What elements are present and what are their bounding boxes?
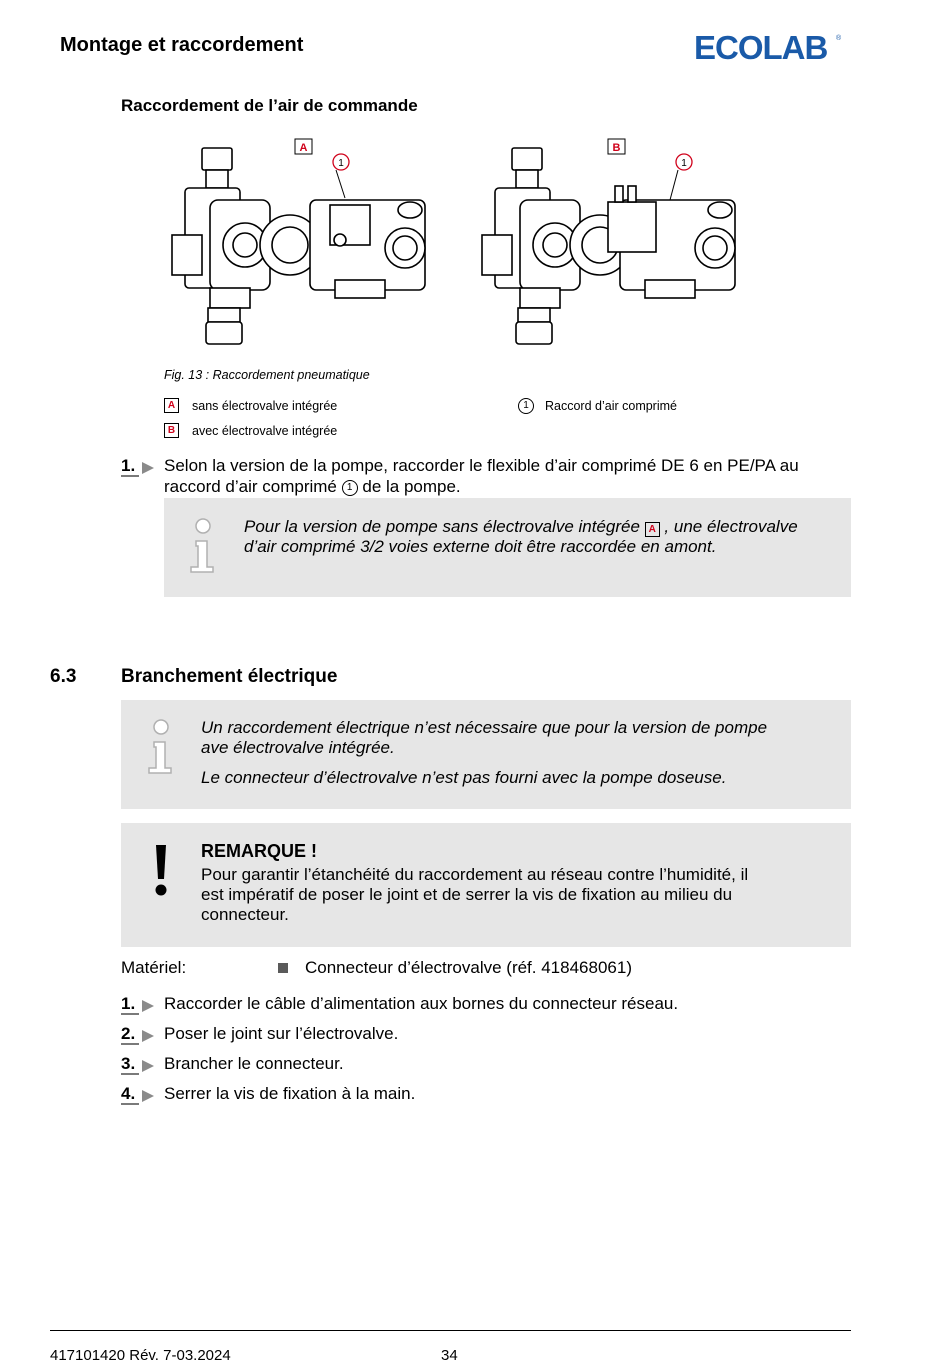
figure-tag-b: B — [612, 142, 621, 154]
footer-divider — [50, 1330, 851, 1331]
legend-circle-1: 1 — [518, 398, 534, 414]
step-number: 3. — [121, 1054, 139, 1075]
step-line-1: Selon la version de la pompe, raccorder le flexible d’air comprimé DE 6 en PE/PA au — [164, 456, 799, 475]
info-line-2: ave électrovalve intégrée. — [201, 738, 395, 757]
footer-doc-ref: 417101420 Rév. 7-03.2024 — [50, 1347, 231, 1364]
info-line-1: Un raccordement électrique n’est nécessaire que pour la version de pompe — [201, 718, 768, 737]
legend-text-a: sans électrovalve intégrée — [192, 398, 338, 413]
step-line-2-post: de la pompe. — [362, 477, 461, 496]
step-number: 4. — [121, 1084, 139, 1105]
figure-label-b — [608, 139, 625, 154]
legend-text-1: Raccord d’air comprimé — [545, 399, 677, 413]
step-arrow-icon — [142, 462, 154, 474]
exclamation-icon — [151, 845, 171, 897]
info-icon — [145, 718, 177, 776]
svg-text:ECOLAB: ECOLAB — [694, 30, 828, 64]
pump-b-illustration — [482, 148, 735, 344]
step-text: Brancher le connecteur. — [164, 1054, 344, 1073]
svg-text:®: ® — [836, 35, 842, 42]
figure-tag-one-a: 1 — [338, 158, 344, 169]
step-arrow-icon — [142, 1090, 154, 1102]
figure-label-one-b — [676, 154, 692, 170]
info-line-1-pre: Pour la version de pompe sans électrovalve intégrée — [244, 517, 640, 536]
inline-ref-circle-1: 1 — [342, 480, 358, 496]
notice-line-2: est impératif de poser le joint et de serrer la vis de fixation au milieu du — [201, 885, 733, 904]
info-line-1-post: , une électrovalve — [664, 517, 798, 536]
ecolab-logo — [694, 30, 844, 64]
legend-text-b: avec électrovalve intégrée — [192, 423, 338, 438]
notice-line-1: Pour garantir l’étanchéité du raccordement au réseau contre l’humidité, il — [201, 865, 749, 884]
legend-item-1 — [518, 398, 677, 414]
step-number: 1. — [121, 456, 139, 477]
page-header-title: Montage et raccordement — [60, 34, 304, 56]
bullet-square-icon — [278, 963, 288, 973]
footer-page-number: 34 — [441, 1347, 458, 1364]
step-text: Serrer la vis de fixation à la main. — [164, 1084, 416, 1103]
pneumatic-section-title: Raccordement de l’air de commande — [121, 96, 418, 115]
info-line-2: d’air comprimé 3/2 voies externe doit être raccordée en amont. — [244, 537, 717, 556]
info-icon — [187, 517, 219, 575]
inline-ref-tag-a: A — [645, 522, 660, 537]
info-text-electric — [201, 718, 841, 788]
step-arrow-icon — [142, 1030, 154, 1042]
figure-label-one-a — [333, 154, 349, 170]
legend-tag-b: B — [164, 423, 179, 438]
notice-title: REMARQUE ! — [201, 841, 317, 861]
step-text: Raccorder le câble d’alimentation aux bornes du connecteur réseau. — [164, 994, 679, 1013]
step-number: 1. — [121, 994, 139, 1015]
figure-tag-a: A — [299, 142, 308, 154]
section-title: Branchement électrique — [121, 666, 338, 687]
legend-item-a — [164, 398, 337, 413]
figure-tag-one-b: 1 — [681, 158, 687, 169]
step-text — [164, 455, 864, 497]
pump-a-illustration — [172, 148, 425, 344]
info-line-3: Le connecteur d’électrovalve n’est pas fourni avec la pompe doseuse. — [201, 768, 727, 787]
material-label: Matériel: — [121, 958, 187, 977]
material-item: Connecteur d’électrovalve (réf. 418468061) — [305, 958, 632, 977]
step-line-2-pre: raccord d’air comprimé — [164, 477, 337, 496]
pump-figure — [160, 130, 740, 355]
notice-text — [201, 841, 841, 925]
info-text-pneumatic — [244, 517, 849, 557]
notice-line-3: connecteur. — [201, 905, 289, 924]
section-number: 6.3 — [50, 666, 77, 687]
figure-caption: Fig. 13 : Raccordement pneumatique — [164, 368, 370, 382]
legend-item-b — [164, 423, 337, 438]
legend-tag-a: A — [164, 398, 179, 413]
step-arrow-icon — [142, 1060, 154, 1072]
info-line-1 — [244, 517, 849, 537]
step-text: Poser le joint sur l’électrovalve. — [164, 1024, 399, 1043]
step-line-2 — [164, 476, 864, 497]
figure-label-a — [295, 139, 312, 154]
step-number: 2. — [121, 1024, 139, 1045]
step-arrow-icon — [142, 1000, 154, 1012]
